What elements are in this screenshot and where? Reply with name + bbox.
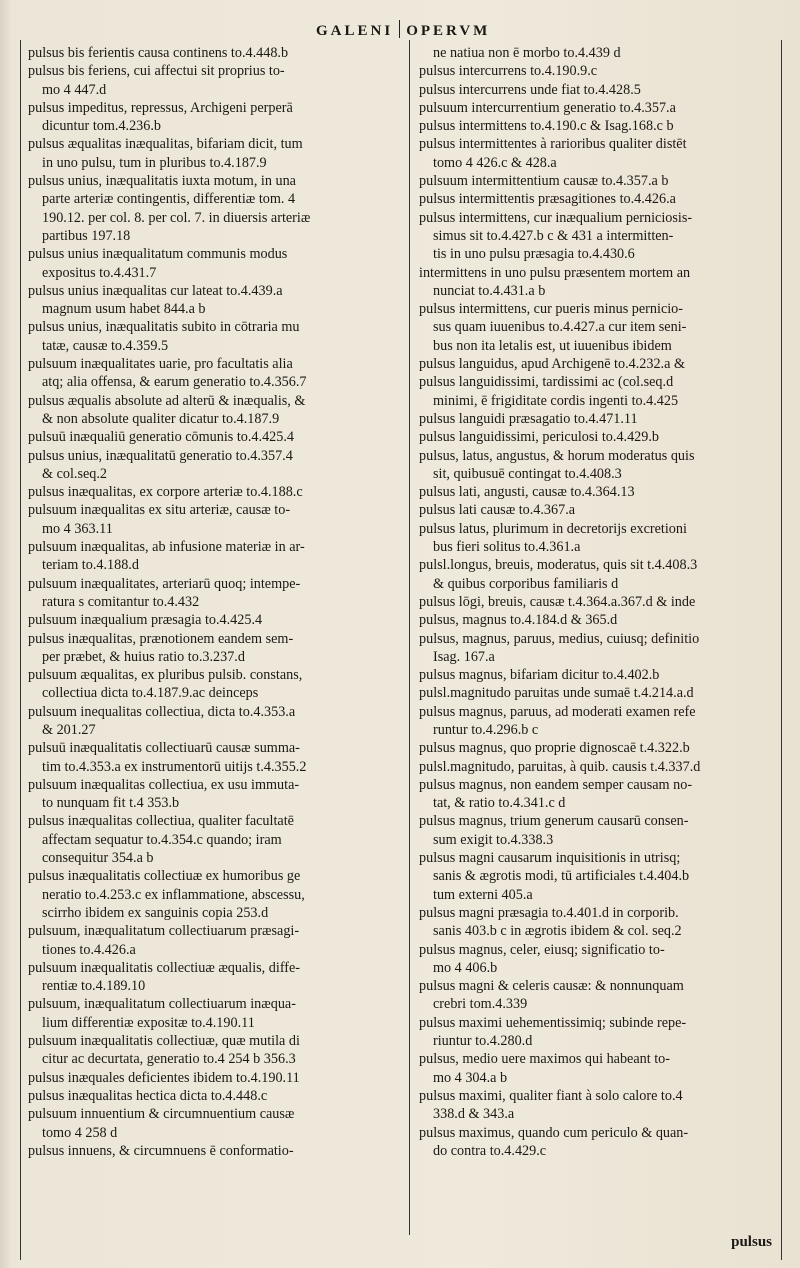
index-entry-line: simus sit to.4.427.b c & 431 a intermitten- bbox=[433, 227, 674, 244]
index-entry-line: sanis 403.b c in ægrotis ibidem & col. seq.2 bbox=[433, 923, 682, 940]
index-entry-line: rentiæ to.4.189.10 bbox=[42, 978, 146, 995]
index-entry-line: collectiua dicta to.4.187.9.ac deinceps bbox=[42, 685, 259, 702]
index-entry-line: pulsus intermittens, cur pueris minus pernicio- bbox=[419, 301, 683, 318]
index-entry-line: sanis & ægrotis modi, tū artificiales t.4.404.b bbox=[433, 868, 690, 885]
index-entry-line: pulsuum innuentium & circumnuentium causæ bbox=[28, 1106, 295, 1123]
index-entry-line: pulsus bis feriens, cui affectui sit proprius to- bbox=[28, 63, 285, 80]
index-entry-line: pulsus lati, angusti, causæ to.4.364.13 bbox=[419, 484, 635, 501]
index-entry-line: pulsus unius inæqualitas cur lateat to.4.439.a bbox=[28, 282, 283, 299]
index-entry-line: pulsus inæqualitas hectica dicta to.4.448.c bbox=[28, 1087, 268, 1104]
index-entry-line: pulsus, medio uere maximos qui habeant to- bbox=[419, 1051, 670, 1068]
right-margin-rule bbox=[781, 40, 782, 1260]
index-entry-line: pulsus magnus, trium generum causarū consen- bbox=[419, 813, 689, 830]
index-entry-line: atq; alia offensa, & earum generatio to.4.356.7 bbox=[42, 374, 307, 391]
index-entry-line: pulsus magnus, celer, eiusq; significatio to- bbox=[419, 941, 665, 958]
index-entry-line: pulsus inæquales deficientes ibidem to.4.190.11 bbox=[28, 1069, 300, 1086]
index-entry-line: & non absolute qualiter dicatur to.4.187.9 bbox=[42, 410, 280, 427]
index-entry-line: runtur to.4.296.b c bbox=[433, 721, 539, 738]
index-entry-line: pulsus intercurrens to.4.190.9.c bbox=[419, 63, 598, 80]
index-entry-line: pulsus unius, inæqualitatū generatio to.4.357.4 bbox=[28, 447, 293, 464]
index-entry-line: pulsus latus, plurimum in decretorijs excretioni bbox=[419, 520, 687, 537]
index-entry-line: pulsl.magnitudo, paruitas, à quib. causis t.4.337.d bbox=[419, 758, 701, 775]
index-entry-line: lium differentiæ expositæ to.4.190.11 bbox=[42, 1014, 255, 1031]
index-entry-line: Isag. 167.a bbox=[433, 648, 495, 665]
index-entry-line: mo 4 304.a b bbox=[433, 1069, 508, 1086]
index-entry-line: scirrho ibidem ex sanguinis copia 253.d bbox=[42, 904, 269, 921]
index-entry-line: pulsl.magnitudo paruitas unde sumaē t.4.214.a.d bbox=[419, 685, 694, 702]
index-entry-line: pulsus languidissimi, tardissimi ac (col.seq.d bbox=[419, 374, 674, 391]
index-entry-line: pulsuum inæqualitatis collectiuæ, quæ mutila di bbox=[28, 1033, 300, 1050]
index-entry-line: tat, & ratio to.4.341.c d bbox=[433, 795, 566, 812]
index-entry-line: pulsus intermittentes à rarioribus qualiter distēt bbox=[419, 136, 687, 153]
index-entry-line: pulsus intermittens, cur inæqualium perniciosis- bbox=[419, 209, 693, 226]
index-entry-line: pulsus magnus, non eandem semper causam no- bbox=[419, 776, 693, 793]
index-entry-line: per præbet, & huius ratio to.3.237.d bbox=[42, 648, 245, 665]
index-entry-line: pulsuum inæqualitatis collectiuæ æqualis, diffe- bbox=[28, 959, 301, 976]
index-entry-line: 338.d & 343.a bbox=[433, 1106, 515, 1123]
index-entry-line: pulsus lōgi, breuis, causæ t.4.364.a.367.d & inde bbox=[419, 593, 696, 610]
index-entry-line: 190.12. per col. 8. per col. 7. in diuersis arteriæ bbox=[42, 209, 311, 226]
index-entry-line: pulsus, latus, angustus, & horum moderatus quis bbox=[419, 447, 695, 464]
index-entry-line: pulsus intercurrens unde fiat to.4.428.5 bbox=[419, 81, 641, 98]
index-entry-line: pulsus inæqualitatis collectiuæ ex humoribus ge bbox=[28, 868, 301, 885]
index-entry-line: in uno pulsu, tum in pluribus to.4.187.9 bbox=[42, 154, 267, 171]
index-entry-line: pulsus æqualitas inæqualitas, bifariam dicit, tum bbox=[28, 136, 303, 153]
index-entry-line: pulsuum intercurrentium generatio to.4.357.a bbox=[419, 99, 676, 116]
index-entry-line: & quibus corporibus familiaris d bbox=[433, 575, 619, 592]
index-entry-line: pulsus inæqualitas, prænotionem eandem sem- bbox=[28, 630, 294, 647]
index-entry-line: pulsus magnus, quo proprie dignoscaē t.4.322.b bbox=[419, 740, 690, 757]
column-divider bbox=[409, 40, 410, 1235]
running-head-left: GALENI bbox=[316, 23, 394, 39]
index-entry-line: riuntur to.4.280.d bbox=[433, 1033, 533, 1050]
index-entry-line: pulsus unius, inæqualitatis subito in cōtraria mu bbox=[28, 319, 300, 336]
index-entry-line: pulsus, magnus, paruus, medius, cuiusq; definitio bbox=[419, 630, 700, 647]
index-entry-line: pulsus unius inæqualitatum communis modus bbox=[28, 246, 288, 263]
index-entry-line: pulsus maximi uehementissimiq; subinde repe- bbox=[419, 1014, 687, 1031]
index-entry-line: sit, quibusuē contingat to.4.408.3 bbox=[433, 465, 622, 482]
index-entry-line: pulsuū inæqualitatis collectiuarū causæ summa- bbox=[28, 740, 300, 757]
index-entry-line: pulsus languidus, apud Archigenē to.4.232.a & bbox=[419, 356, 685, 373]
index-entry-line: pulsuum inæqualitas ex situ arteriæ, causæ to- bbox=[28, 502, 291, 519]
index-entry-line: pulsus æqualis absolute ad alterū & inæqualis, & bbox=[28, 392, 306, 409]
index-entry-line: pulsus intermittentis præsagitiones to.4.426.a bbox=[419, 191, 676, 208]
running-head-right: OPERVM bbox=[406, 23, 491, 39]
index-entry-line: pulsus lati causæ to.4.367.a bbox=[419, 502, 576, 519]
index-entry-line: pulsuum æqualitas, ex pluribus pulsib. constans, bbox=[28, 667, 303, 684]
index-entry-line: pulsus magni & celeris causæ: & nonnunquam bbox=[419, 978, 684, 995]
index-entry-line: & col.seq.2 bbox=[42, 465, 108, 482]
index-entry-line: consequitur 354.a b bbox=[42, 850, 154, 867]
index-entry-line: pulsl.longus, breuis, moderatus, quis sit t.4.408.3 bbox=[419, 557, 698, 574]
index-entry-line: tum externi 405.a bbox=[433, 886, 533, 903]
index-entry-line: pulsus magni præsagia to.4.401.d in corporib. bbox=[419, 904, 679, 921]
left-margin-rule bbox=[20, 40, 21, 1260]
index-entry-line: tomo 4 426.c & 428.a bbox=[433, 154, 557, 171]
running-head bbox=[316, 20, 490, 40]
index-entry-line: tiones to.4.426.a bbox=[42, 941, 136, 958]
index-entry-line: pulsus magnus, bifariam dicitur to.4.402.b bbox=[419, 667, 660, 684]
index-entry-line: do contra to.4.429.c bbox=[433, 1142, 547, 1159]
index-entry-line: pulsuum inæqualitas collectiua, ex usu immuta- bbox=[28, 776, 300, 793]
index-entry-line: mo 4 363.11 bbox=[42, 520, 113, 537]
index-entry-line: tis in uno pulsu præsagia to.4.430.6 bbox=[433, 246, 635, 263]
index-entry-line: pulsus inæqualitas, ex corpore arteriæ to.4.188.c bbox=[28, 484, 303, 501]
index-entry-line: pulsus intermittens to.4.190.c & Isag.168.c b bbox=[419, 118, 674, 135]
index-entry-line: pulsuum, inæqualitatum collectiuarum præsagi- bbox=[28, 923, 300, 940]
index-entry-line: partibus 197.18 bbox=[42, 227, 131, 244]
index-entry-line: pulsus languidissimi, periculosi to.4.429.b bbox=[419, 429, 660, 446]
index-entry-line: ratura s comitantur to.4.432 bbox=[42, 593, 200, 610]
index-entry-line: pulsus inæqualitas collectiua, qualiter facultatē bbox=[28, 813, 294, 830]
index-entry-line: crebri tom.4.339 bbox=[433, 996, 528, 1013]
index-entry-line: pulsuū inæqualiū generatio cōmunis to.4.425.4 bbox=[28, 429, 294, 446]
index-entry-line: pulsus languidi præsagatio to.4.471.11 bbox=[419, 410, 638, 427]
index-entry-line: pulsus magnus, paruus, ad moderati examen refe bbox=[419, 703, 696, 720]
index-entry-line: parte arteriæ contingentis, differentiæ tom. 4 bbox=[42, 191, 296, 208]
index-entry-line: pulsuum inæqualium præsagia to.4.425.4 bbox=[28, 612, 263, 629]
index-column-right bbox=[419, 44, 776, 1160]
index-entry-line: pulsus magni causarum inquisitionis in utrisq; bbox=[419, 850, 681, 867]
index-column-left bbox=[28, 44, 403, 1160]
index-entry-line: dicuntur tom.4.236.b bbox=[42, 118, 162, 135]
index-entry-line: pulsuum inæqualitas, ab infusione materiæ in ar- bbox=[28, 539, 305, 556]
index-entry-line: nunciat to.4.431.a b bbox=[433, 282, 546, 299]
index-entry-line: tim to.4.353.a ex instrumentorū uitijs t.4.355.2 bbox=[42, 758, 307, 775]
index-entry-line: teriam to.4.188.d bbox=[42, 557, 139, 574]
index-entry-line: mo 4 406.b bbox=[433, 959, 498, 976]
index-entry-line: pulsuum intermittentium causæ to.4.357.a b bbox=[419, 173, 669, 190]
index-entry-line: tatæ, causæ to.4.359.5 bbox=[42, 337, 169, 354]
index-entry-line: & 201.27 bbox=[42, 721, 96, 738]
index-entry-line: pulsus maximi, qualiter fiant à solo calore to.4 bbox=[419, 1087, 683, 1104]
index-entry-line: pulsuum inequalitas collectiua, dicta to.4.353.a bbox=[28, 703, 296, 720]
index-entry-line: pulsuum inæqualitates, arteriarū quoq; intempe- bbox=[28, 575, 301, 592]
index-entry-line: sus quam iuuenibus to.4.427.a cur item seni- bbox=[433, 319, 687, 336]
index-entry-line: neratio to.4.253.c ex inflammatione, abscessu, bbox=[42, 886, 305, 903]
index-entry-line: pulsuum, inæqualitatum collectiuarum inæqua- bbox=[28, 996, 296, 1013]
index-entry-line: bus non ita letalis est, ut iuuenibus ibidem bbox=[433, 337, 672, 354]
index-entry-line: magnum usum habet 844.a b bbox=[42, 301, 206, 318]
index-entry-line: minimi, ē frigiditate cordis ingenti to.4.425 bbox=[433, 392, 679, 409]
index-entry-line: tomo 4 258 d bbox=[42, 1124, 118, 1141]
index-entry-line: bus fieri solitus to.4.361.a bbox=[433, 539, 581, 556]
index-entry-line: pulsus unius, inæqualitatis iuxta motum, in una bbox=[28, 173, 296, 190]
index-entry-line: pulsus bis ferientis causa continens to.4.448.b bbox=[28, 45, 289, 61]
index-entry-line: ne natiua non ē morbo to.4.439 d bbox=[433, 45, 621, 61]
index-entry-line: pulsus innuens, & circumnuens ē conformatio- bbox=[28, 1142, 294, 1159]
index-entry-line: to nunquam fit t.4 353.b bbox=[42, 795, 180, 812]
index-entry-line: affectam sequatur to.4.354.c quando; iram bbox=[42, 831, 282, 848]
catchword: pulsus bbox=[731, 1234, 772, 1250]
index-entry-line: intermittens in uno pulsu præsentem mortem an bbox=[419, 264, 691, 281]
index-entry-line: sum exigit to.4.338.3 bbox=[433, 831, 554, 848]
index-entry-line: pulsus impeditus, repressus, Archigeni perperā bbox=[28, 99, 293, 116]
index-entry-line: pulsuum inæqualitates uarie, pro facultatis alia bbox=[28, 356, 293, 373]
index-entry-line: expositus to.4.431.7 bbox=[42, 264, 157, 281]
index-entry-line: citur ac decurtata, generatio to.4 254 b 356.3 bbox=[42, 1051, 296, 1068]
index-entry-line: pulsus maximus, quando cum periculo & quan- bbox=[419, 1124, 689, 1141]
index-entry-line: pulsus, magnus to.4.184.d & 365.d bbox=[419, 612, 618, 629]
index-entry-line: mo 4 447.d bbox=[42, 81, 107, 98]
